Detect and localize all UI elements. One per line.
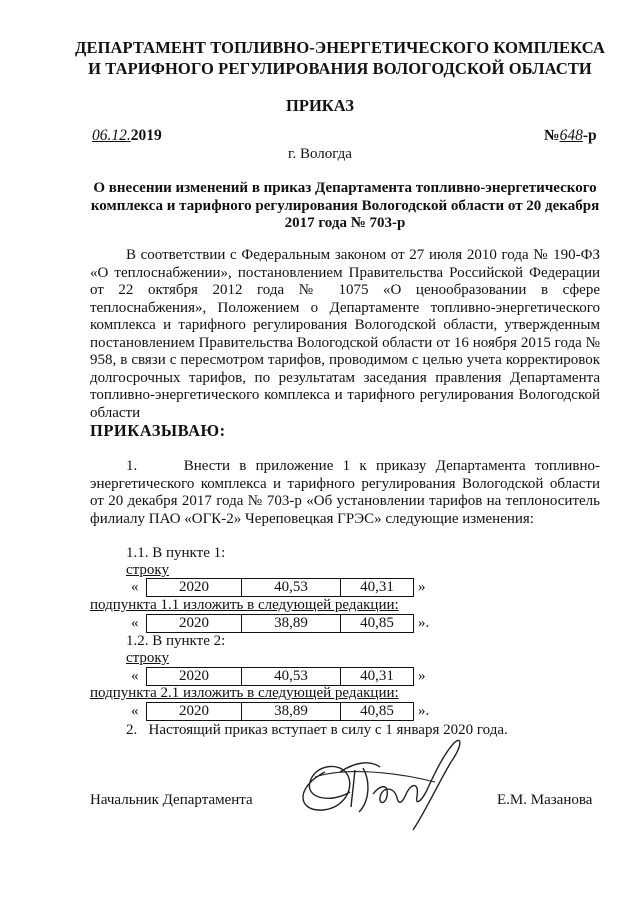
- signatory-position: Начальник Департамента: [90, 792, 253, 808]
- item-1-paragraph: 1. Внести в приложение 1 к приказу Департамента топливно-энергетического комплекса и тарифного регулирования Вологодской области от 20 декабря 2017 года № 703-р «Об установлении тарифов на теплоноситель филиалу ПАО «ОГК-2» Череповецкая ГРЭС» следующие изменения:: [90, 458, 600, 527]
- close-quote: »: [418, 668, 426, 684]
- year-cell: 2020: [147, 579, 242, 597]
- order-title: ПРИКАЗ: [286, 96, 354, 115]
- close-quote-dot: ».: [418, 703, 430, 719]
- prikazyvayu-heading: ПРИКАЗЫВАЮ:: [90, 421, 226, 440]
- close-quote: »: [418, 579, 426, 595]
- item-2-paragraph: 2. Настоящий приказ вступает в силу с 1 января 2020 года.: [126, 722, 508, 738]
- preamble-paragraph: В соответствии с Федеральным законом от 27 июля 2010 года № 190-ФЗ «О теплоснабжении», постановлением Правительства Российской Федерации от 22 октября 2012 года № 1075 «О ценообразовании в сфере теплоснабжения», Положением о Департаменте топливно-энергетического комплекса и тарифного регулирования Вологодской области, утвержденным постановлением Правительства Вологодской области от 16 ноября 2015 года № 958, в связи с пересмотром тарифов, проводимом с целью учета корректировок долгосрочных тарифов, по результатам заседания правления Департамента топливно-энергетического комплекса и тарифного регулирования Вологодской области: [90, 247, 600, 421]
- value-cell: 38,89: [242, 615, 341, 633]
- number-handwritten: 648: [559, 127, 583, 144]
- sub-1-2-old-row-table: [146, 667, 414, 686]
- sub-1-2-stroku: строку: [126, 650, 169, 666]
- value-cell: 40,31: [341, 668, 414, 686]
- date-handwritten: 06.12.: [92, 127, 131, 144]
- year-cell: 2020: [147, 615, 242, 633]
- open-quote: «: [131, 615, 139, 631]
- sub-1-2-heading: 1.2. В пункте 2:: [126, 633, 226, 649]
- sub-1-1-replace-text: подпункта 1.1 изложить в следующей редакции:: [90, 597, 399, 613]
- table-row: [147, 615, 414, 633]
- date-year: 2019: [130, 127, 162, 144]
- year-cell: 2020: [147, 703, 242, 721]
- close-quote-dot: ».: [418, 615, 430, 631]
- sub-1-2-replace-text: подпункта 2.1 изложить в следующей редакции:: [90, 685, 399, 701]
- order-subject: О внесении изменений в приказ Департамента топливно-энергетического комплекса и тарифного регулирования Вологодской области от 20 декабря 2017 года № 703-р: [90, 180, 600, 231]
- department-line-1: ДЕПАРТАМЕНТ ТОПЛИВНО-ЭНЕРГЕТИЧЕСКОГО КОМПЛЕКСА: [75, 38, 605, 57]
- table-row: [147, 703, 414, 721]
- table-row: [147, 579, 414, 597]
- value-cell: 38,89: [242, 703, 341, 721]
- open-quote: «: [131, 579, 139, 595]
- department-line-2: И ТАРИФНОГО РЕГУЛИРОВАНИЯ ВОЛОГОДСКОЙ ОБЛАСТИ: [88, 59, 592, 78]
- table-row: [147, 668, 414, 686]
- signatory-name: Е.М. Мазанова: [497, 792, 593, 808]
- city: г. Вологда: [288, 146, 352, 162]
- open-quote: «: [131, 703, 139, 719]
- order-number: [544, 127, 597, 145]
- year-cell: 2020: [147, 668, 242, 686]
- sub-1-1-old-row-table: [146, 578, 414, 597]
- value-cell: 40,85: [341, 703, 414, 721]
- sub-1-1-stroku: строку: [126, 562, 169, 578]
- sub-1-1-heading: 1.1. В пункте 1:: [126, 545, 226, 561]
- order-date: [92, 127, 162, 145]
- value-cell: 40,85: [341, 615, 414, 633]
- department-header: [60, 37, 620, 79]
- value-cell: 40,31: [341, 579, 414, 597]
- value-cell: 40,53: [242, 579, 341, 597]
- sub-1-2-new-row-table: [146, 702, 414, 721]
- handwritten-signature: [285, 732, 485, 842]
- sub-1-1-new-row-table: [146, 614, 414, 633]
- value-cell: 40,53: [242, 668, 341, 686]
- open-quote: «: [131, 668, 139, 684]
- number-prefix: №: [544, 127, 560, 144]
- number-suffix: -р: [582, 127, 597, 144]
